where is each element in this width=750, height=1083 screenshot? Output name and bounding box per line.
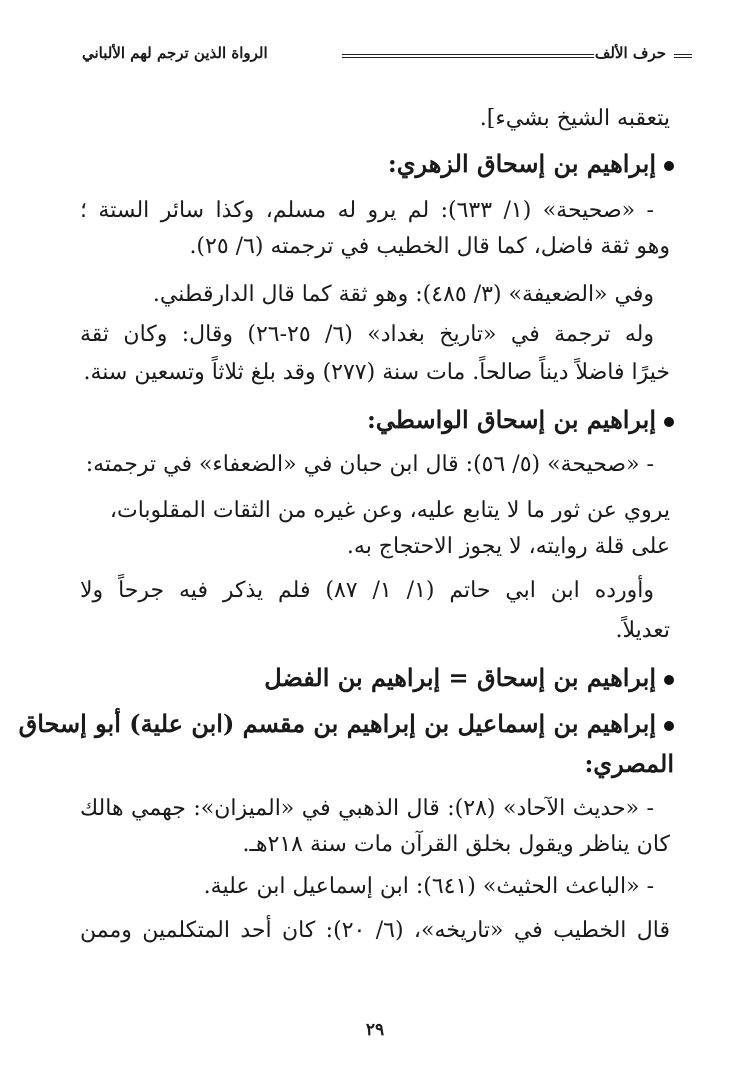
running-header: [82, 44, 692, 68]
header-rule: [342, 54, 594, 58]
entry-heading: إبراهيم بن إسحاق الواسطي:: [367, 406, 674, 435]
text-line: وله ترجمة في «تاريخ بغداد» (٦/ ٢٥-٢٦) وقال: وكان ثقة: [80, 322, 654, 347]
bullet-icon: [664, 417, 674, 427]
bullet-icon: [664, 675, 674, 685]
text-line: تعديلاً.: [615, 618, 670, 643]
header-book-title: الرواة الذين ترجم لهم الألباني: [82, 44, 268, 62]
entry-heading: إبراهيم بن إسحاق الزهري:: [388, 150, 674, 179]
text-line: وفي «الضعيفة» (٣/ ٤٨٥): وهو ثقة كما قال الدارقطني.: [152, 282, 654, 307]
text-line: على قلة روايته، لا يجوز الاحتجاج به.: [346, 534, 670, 559]
text-line: - «صحيحة» (٥/ ٥٦): قال ابن حبان في «الضعفاء» في ترجمته:: [85, 452, 654, 477]
text-line: قال الخطيب في «تاريخه»، (٦/ ٢٠): كان أحد المتكلمين وممن: [80, 918, 670, 943]
bullet-icon: [664, 161, 674, 171]
text-line: كان يناظر ويقول بخلق القرآن مات سنة ٢١٨هـ.: [242, 832, 670, 857]
text-line: يتعقبه الشيخ بشيء].: [479, 106, 670, 131]
header-chapter-title: حرف الألف: [594, 44, 666, 62]
entry-heading: إبراهيم بن إسحاق = إبراهيم بن الفضل: [264, 664, 674, 693]
text-line: وأورده ابن ابي حاتم (١/ ١/ ٨٧) فلم يذكر فيه جرحاً ولا: [80, 578, 654, 603]
text-line: يروي عن ثور ما لا يتابع عليه، وعن غيره من الثقات المقلوبات،: [109, 498, 670, 523]
text-line: - «صحيحة» (١/ ٦٣٣): لم يرو له مسلم، وكذا سائر الستة ؛: [80, 198, 654, 223]
text-line: - «حديث الآحاد» (٢٨): قال الذهبي في «الميزان»: جهمي هالك: [80, 796, 654, 821]
header-rule-mark: [674, 54, 692, 58]
bullet-icon: [664, 721, 674, 731]
entry-heading-continuation: المصري:: [584, 749, 674, 778]
text-line: - «الباعث الحثيث» (٦٤١): ابن إسماعيل ابن علية.: [203, 874, 654, 899]
entry-heading: إبراهيم بن إسماعيل بن إبراهيم بن مقسم (ابن علية) أبو إسحاق: [80, 710, 674, 739]
text-line: خيرًا فاضلاً ديناً صالحاً. مات سنة (٢٧٧) وقد بلغ ثلاثاً وتسعين سنة.: [83, 360, 670, 385]
page-number: ٢٩: [365, 1020, 385, 1040]
text-line: وهو ثقة فاضل، كما قال الخطيب في ترجمته (٦/ ٢٥).: [189, 234, 670, 259]
